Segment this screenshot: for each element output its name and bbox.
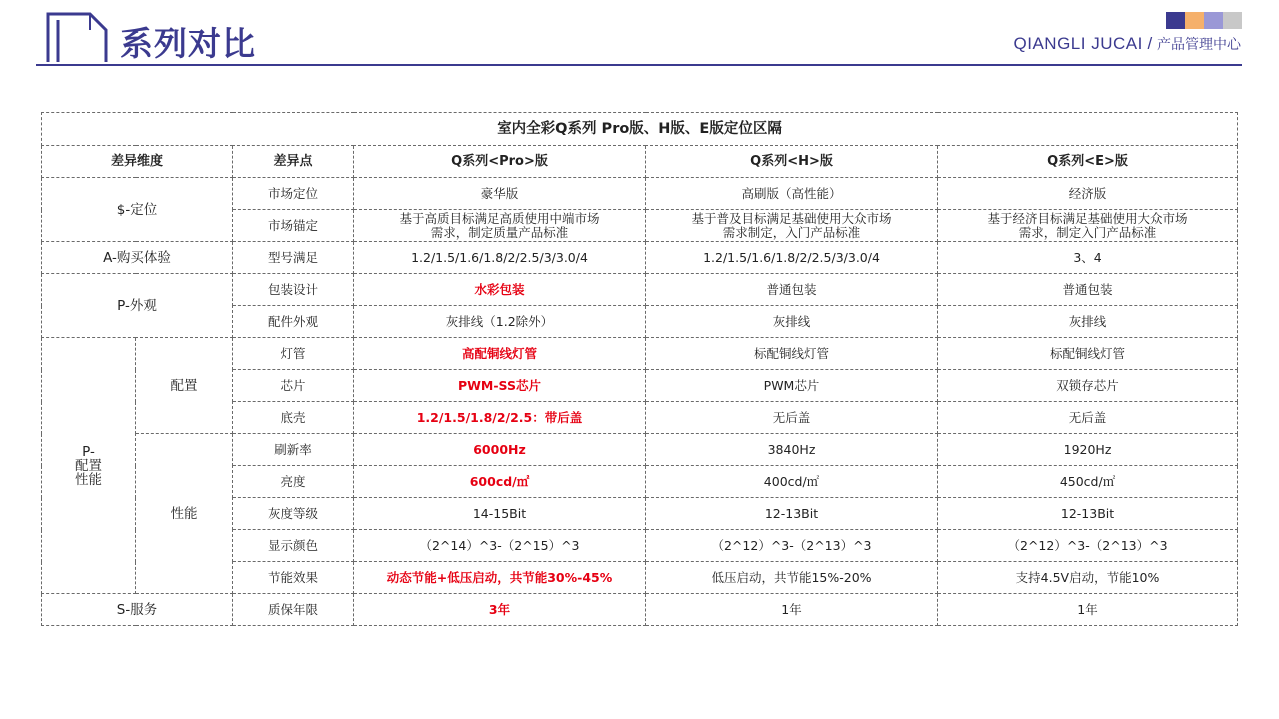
cell-pro: 水彩包装 (354, 274, 646, 306)
cell-pro: 动态节能+低压启动，共节能30%-45% (354, 562, 646, 594)
cell-e: 经济版 (938, 178, 1238, 210)
cell-pro: 1.2/1.5/1.6/1.8/2/2.5/3/3.0/4 (354, 242, 646, 274)
cell-e: 12-13Bit (938, 498, 1238, 530)
table-title-row (42, 113, 1238, 146)
cell-point: 市场定位 (233, 178, 354, 210)
cell-h: 1年 (646, 594, 938, 626)
table-row (42, 178, 1238, 210)
cell-pro: 14-15Bit (354, 498, 646, 530)
subtitle-separator: / (1142, 34, 1157, 53)
cell-point: 包装设计 (233, 274, 354, 306)
group-config-performance: P- 配置 性能 (42, 338, 136, 594)
swatch-orange (1185, 12, 1204, 29)
group-service: S-服务 (42, 594, 233, 626)
table-row (42, 594, 1238, 626)
group-purchase: A-购买体验 (42, 242, 233, 274)
cell-pro: PWM-SS芯片 (354, 370, 646, 402)
cell-h: 普通包装 (646, 274, 938, 306)
cell-e: 3、4 (938, 242, 1238, 274)
header-dimension: 差异维度 (42, 146, 233, 178)
cell-pro: （2^14）^3-（2^15）^3 (354, 530, 646, 562)
subtitle-chinese: 产品管理中心 (1157, 36, 1241, 52)
page-title: 系列对比 (120, 24, 256, 63)
table-header-row (42, 146, 1238, 178)
cell-h: 低压启动，共节能15%-20% (646, 562, 938, 594)
company-subtitle (1014, 34, 1241, 54)
cell-h: 标配铜线灯管 (646, 338, 938, 370)
cell-pro: 豪华版 (354, 178, 646, 210)
group-performance: 性能 (136, 434, 233, 594)
group-appearance: P-外观 (42, 274, 233, 338)
cell-e: （2^12）^3-（2^13）^3 (938, 530, 1238, 562)
cell-h: （2^12）^3-（2^13）^3 (646, 530, 938, 562)
subtitle-english: QIANGLI JUCAI (1013, 34, 1143, 53)
cell-e: 无后盖 (938, 402, 1238, 434)
cell-e: 普通包装 (938, 274, 1238, 306)
cell-pro: 3年 (354, 594, 646, 626)
cell-point: 底壳 (233, 402, 354, 434)
cell-point: 灰度等级 (233, 498, 354, 530)
cell-point: 节能效果 (233, 562, 354, 594)
cell-pro: 高配铜线灯管 (354, 338, 646, 370)
cell-point: 芯片 (233, 370, 354, 402)
group-config: 配置 (136, 338, 233, 434)
cell-point: 灯管 (233, 338, 354, 370)
cell-point: 刷新率 (233, 434, 354, 466)
header-h: Q系列<H>版 (646, 146, 938, 178)
header-divider (36, 64, 1242, 66)
cell-pro: 6000Hz (354, 434, 646, 466)
cell-pro: 600cd/㎡ (354, 466, 646, 498)
swatch-lavender (1204, 12, 1223, 29)
header-point: 差异点 (233, 146, 354, 178)
cell-e: 灰排线 (938, 306, 1238, 338)
cell-h: PWM芯片 (646, 370, 938, 402)
cell-point: 市场锚定 (233, 210, 354, 242)
table-row (42, 274, 1238, 306)
cell-point: 质保年限 (233, 594, 354, 626)
header-pro: Q系列<Pro>版 (354, 146, 646, 178)
table-title: 室内全彩Q系列 Pro版、H版、E版定位区隔 (42, 113, 1238, 146)
table-row (42, 242, 1238, 274)
cell-e: 基于经济目标满足基础使用大众市场 需求，制定入门产品标准 (938, 210, 1238, 242)
cell-point: 显示颜色 (233, 530, 354, 562)
swatch-dark-blue (1166, 12, 1185, 29)
header-e: Q系列<E>版 (938, 146, 1238, 178)
comparison-table (41, 112, 1238, 626)
cell-point: 型号满足 (233, 242, 354, 274)
cell-h: 高刷版（高性能） (646, 178, 938, 210)
cell-point: 配件外观 (233, 306, 354, 338)
cell-e: 标配铜线灯管 (938, 338, 1238, 370)
cell-h: 灰排线 (646, 306, 938, 338)
company-logo-icon (44, 12, 108, 64)
cell-h: 400cd/㎡ (646, 466, 938, 498)
color-swatches (1166, 12, 1242, 29)
cell-e: 支持4.5V启动，节能10% (938, 562, 1238, 594)
cell-h: 1.2/1.5/1.6/1.8/2/2.5/3/3.0/4 (646, 242, 938, 274)
swatch-grey (1223, 12, 1242, 29)
cell-h: 无后盖 (646, 402, 938, 434)
cell-e: 1920Hz (938, 434, 1238, 466)
cell-e: 双锁存芯片 (938, 370, 1238, 402)
cell-e: 450cd/㎡ (938, 466, 1238, 498)
cell-pro: 1.2/1.5/1.8/2/2.5：带后盖 (354, 402, 646, 434)
cell-pro: 灰排线（1.2除外） (354, 306, 646, 338)
cell-h: 12-13Bit (646, 498, 938, 530)
cell-e: 1年 (938, 594, 1238, 626)
table-row (42, 434, 1238, 466)
cell-h: 3840Hz (646, 434, 938, 466)
cell-pro: 基于高质目标满足高质使用中端市场 需求，制定质量产品标准 (354, 210, 646, 242)
cell-h: 基于普及目标满足基础使用大众市场 需求制定，入门产品标准 (646, 210, 938, 242)
group-positioning: $-定位 (42, 178, 233, 242)
table-row (42, 338, 1238, 370)
cell-point: 亮度 (233, 466, 354, 498)
